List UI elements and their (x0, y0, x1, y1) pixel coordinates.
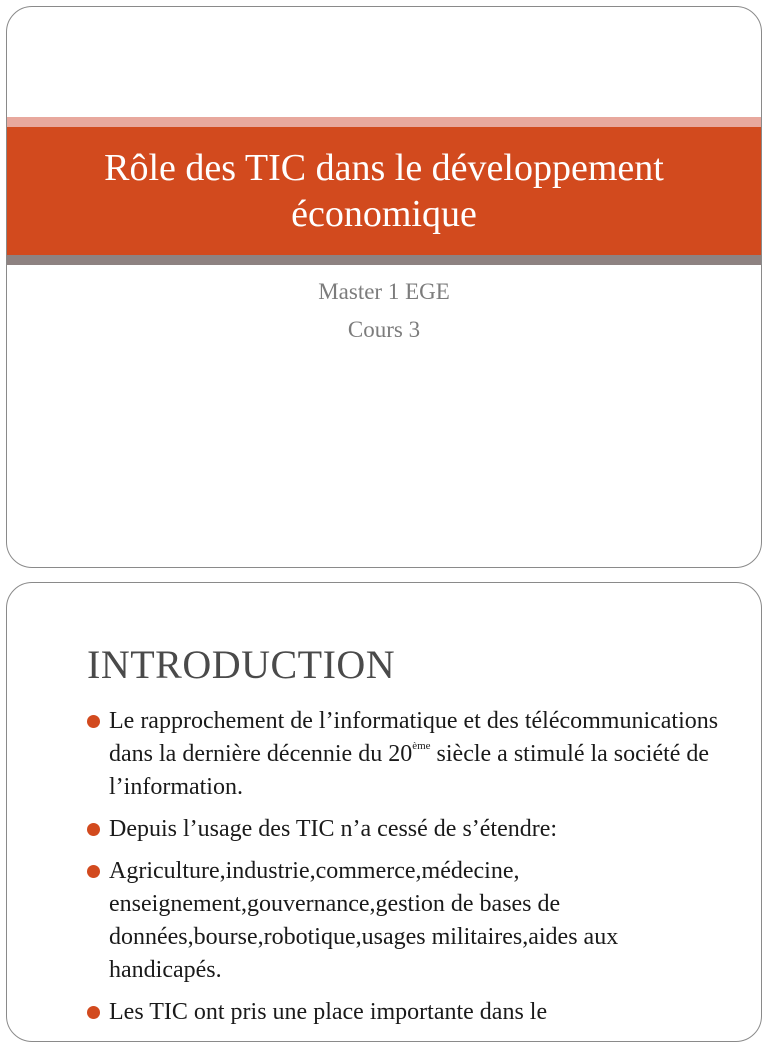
bullet-item (85, 813, 725, 846)
title-band (7, 127, 761, 255)
slide-heading: INTRODUCTION (87, 642, 396, 687)
bullet-item (85, 855, 725, 987)
bullet-dot-icon (87, 823, 100, 836)
bullet-dot-icon (87, 1006, 100, 1019)
title-band-top-stripe (7, 117, 761, 127)
bullet-dot-icon (87, 715, 100, 728)
bullet-text: Depuis l’usage des TIC n’a cessé de s’étendre: (109, 816, 558, 842)
subtitle-program: Master 1 EGE (318, 279, 450, 304)
title-slide (6, 6, 762, 568)
bullet-item (85, 996, 725, 1029)
title-band-bottom-stripe (7, 255, 761, 265)
bullet-superscript: ème (412, 740, 431, 752)
introduction-slide (6, 582, 762, 1042)
slide-title (54, 145, 714, 237)
bullet-dot-icon (87, 865, 100, 878)
bullet-list (85, 705, 725, 1038)
bullet-text: Les TIC ont pris une place importante dans le (109, 999, 548, 1025)
bullet-item (85, 705, 725, 804)
bullet-text: Le rapprochement de l’informatique et des télécommunications dans la dernière décennie du 20 (109, 708, 719, 767)
bullet-text: Agriculture,industrie,commerce,médecine, enseignement,gouvernance,gestion de bases de données,bourse,robotique,usages militaires,aides aux handicapés. (109, 858, 619, 983)
bullet-text-continued: siècle a stimulé la société de l’information. (109, 741, 710, 800)
slide-title-line2: économique (291, 193, 477, 235)
subtitle-course: Cours 3 (347, 317, 421, 342)
slide-title-line1: Rôle des TIC dans le développement (104, 147, 664, 189)
